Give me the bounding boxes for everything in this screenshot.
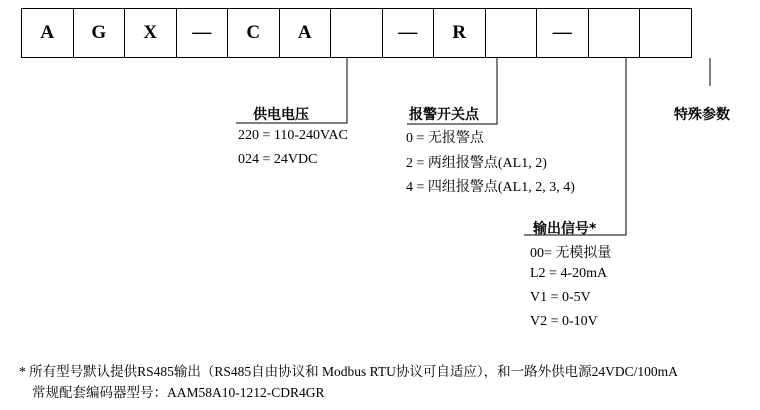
- footnote-line-2: 常规配套编码器型号：AAM58A10-1212-CDR4GR: [32, 385, 325, 400]
- alarm-option-4: 4 = 四组报警点(AL1, 2, 3, 4): [406, 180, 575, 195]
- output-connector: [524, 58, 626, 235]
- output-option-v2: V2 = 0-10V: [530, 314, 598, 329]
- power-option-024: 024 = 24VDC: [238, 152, 318, 167]
- alarm-title: 报警开关点: [409, 107, 479, 123]
- code-box-11: —: [536, 8, 589, 58]
- power-option-220: 220 = 110-240VAC: [238, 128, 348, 143]
- output-option-l2: L2 = 4-20mA: [530, 266, 608, 281]
- output-option-v1: V1 = 0-5V: [530, 290, 591, 305]
- code-box-1: A: [21, 8, 74, 58]
- code-box-6: A: [279, 8, 332, 58]
- alarm-option-0: 0 = 无报警点: [406, 131, 484, 146]
- code-box-3: X: [124, 8, 177, 58]
- code-box-8: —: [382, 8, 435, 58]
- power-title: 供电电压: [253, 107, 309, 123]
- code-box-9: R: [433, 8, 486, 58]
- special-title: 特殊参数: [674, 107, 730, 123]
- alarm-option-2: 2 = 两组报警点(AL1, 2): [406, 156, 547, 171]
- code-box-2: G: [73, 8, 126, 58]
- footnote-line-1: * 所有型号默认提供RS485输出（RS485自由协议和 Modbus RTU协议可自适应），和一路外供电源24VDC/100mA: [19, 364, 678, 379]
- code-box-5: C: [227, 8, 280, 58]
- footnote-mark: *: [589, 221, 597, 237]
- output-option-00: 00= 无模拟量: [530, 246, 612, 261]
- output-title: [533, 218, 596, 238]
- code-box-4: —: [176, 8, 229, 58]
- output-title-text: 输出信号: [533, 221, 589, 237]
